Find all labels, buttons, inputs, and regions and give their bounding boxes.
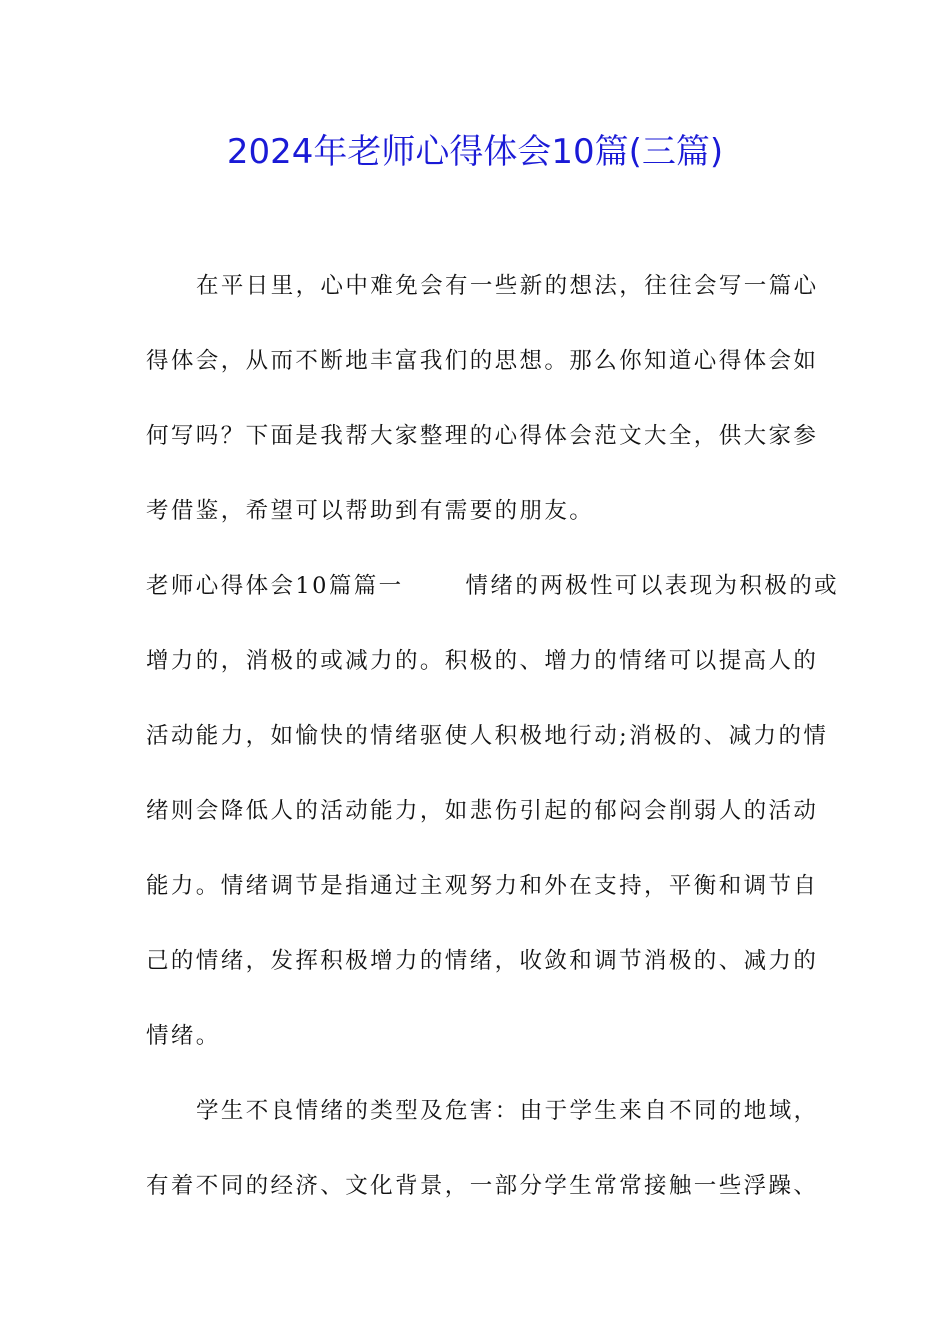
paragraph-line: 何写吗？下面是我帮大家整理的心得体会范文大全，供大家参 <box>146 423 819 449</box>
paragraph-line: 己的情绪，发挥积极增力的情绪，收敛和调节消极的、减力的 <box>146 948 819 974</box>
paragraph-line: 考借鉴，希望可以帮助到有需要的朋友。 <box>146 498 595 524</box>
paragraph-line: 在平日里，心中难免会有一些新的想法，往往会写一篇心 <box>196 273 819 299</box>
paragraph-line: 绪则会降低人的活动能力，如悲伤引起的郁闷会削弱人的活动 <box>146 798 819 824</box>
paragraph-line: 有着不同的经济、文化背景，一部分学生常常接触一些浮躁、 <box>146 1173 819 1199</box>
paragraph-line: 学生不良情绪的类型及危害：由于学生来自不同的地域， <box>196 1098 819 1124</box>
paragraph-line: 活动能力，如愉快的情绪驱使人积极地行动;消极的、减力的情 <box>146 723 829 749</box>
paragraph-line: 得体会，从而不断地丰富我们的思想。那么你知道心得体会如 <box>146 348 819 374</box>
paragraph-text: 情绪的两极性可以表现为积极的或 <box>465 573 840 599</box>
paragraph-line: 增力的，消极的或减力的。积极的、增力的情绪可以提高人的 <box>146 648 819 674</box>
paragraph-line: 能力。情绪调节是指通过主观努力和外在支持，平衡和调节自 <box>146 873 819 899</box>
document-title: 2024年老师心得体会10篇(三篇) <box>226 132 724 172</box>
paragraph-line: 情绪。 <box>146 1023 221 1049</box>
section-heading: 老师心得体会10篇篇一 <box>146 573 404 599</box>
section-heading-line <box>146 568 840 604</box>
